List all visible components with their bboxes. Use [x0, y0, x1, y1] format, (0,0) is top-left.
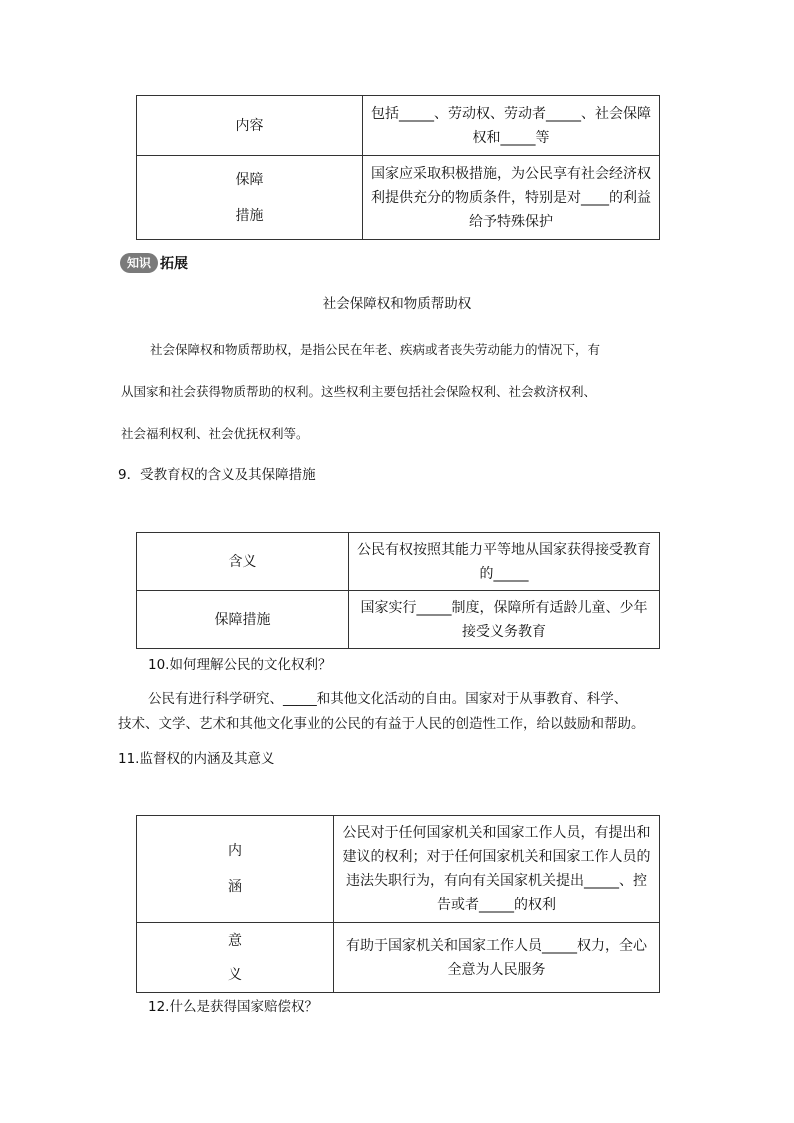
- table-cell-content: 包括_____、劳动权、劳动者_____、社会保障权和_____等: [363, 96, 660, 156]
- question-11-heading: 11.监督权的内涵及其意义: [118, 751, 275, 767]
- label-line-2: 涵: [228, 879, 242, 895]
- rights-content-table: [136, 95, 660, 240]
- question-10-heading: 10.如何理解公民的文化权利？: [148, 657, 332, 673]
- table-cell-measures: 国家应采取积极措施，为公民享有社会经济权利提供充分的物质条件，特别是对____的利益给予特殊保护: [363, 156, 660, 240]
- table-label-meaning: 含义: [137, 533, 349, 591]
- table-label-measures: 保障措施: [137, 591, 349, 649]
- supervision-right-table: [136, 815, 660, 993]
- knowledge-extension-header: [120, 252, 188, 273]
- table-cell-meaning: 公民有权按照其能力平等地从国家获得接受教育的_____: [349, 533, 660, 591]
- table-cell-significance: 有助于国家机关和国家工作人员_____权力，全心全意为人民服务: [334, 923, 660, 993]
- table-cell-measures: 国家实行_____制度，保障所有适龄儿童、少年接受义务教育: [349, 591, 660, 649]
- extension-title: 社会保障权和物质帮助权: [322, 296, 472, 312]
- label-line-1: 内: [228, 843, 242, 859]
- table-label-content: 内容: [137, 96, 363, 156]
- label-line-2: 义: [228, 966, 242, 983]
- question-12-heading: 12.什么是获得国家赔偿权？: [148, 999, 318, 1015]
- question-10-line-1: 公民有进行科学研究、_____和其他文化活动的自由。国家对于从事教育、科学、: [148, 691, 628, 707]
- knowledge-badge-icon: 知识: [120, 253, 158, 273]
- question-9-heading: 9．受教育权的含义及其保障措施: [118, 467, 316, 483]
- badge-title: 拓展: [160, 255, 188, 272]
- table-cell-connotation: 公民对于任何国家机关和国家工作人员，有提出和建议的权利；对于任何国家机关和国家工作人员的违法失职行为，有向有关国家机关提出_____、控告或者_____的权利: [334, 816, 660, 923]
- table-label-significance: [137, 923, 334, 993]
- label-line-1: 意: [228, 932, 242, 949]
- extension-paragraph-line-3: 社会福利权利、社会优抚权利等。: [121, 426, 309, 441]
- label-line-2: 措施: [235, 207, 264, 224]
- extension-paragraph-line-2: 从国家和社会获得物质帮助的权利。这些权利主要包括社会保险权利、社会救济权利、: [121, 384, 597, 399]
- education-right-table: [136, 532, 660, 649]
- table-label-measures: [137, 156, 363, 240]
- table-label-connotation: [137, 816, 334, 923]
- question-10-line-2: 技术、文学、艺术和其他文化事业的公民的有益于人民的创造性工作，给以鼓励和帮助。: [118, 716, 645, 732]
- label-line-1: 保障: [235, 171, 264, 188]
- extension-paragraph-line-1: 社会保障权和物质帮助权，是指公民在年老、疾病或者丧失劳动能力的情况下，有: [150, 342, 601, 357]
